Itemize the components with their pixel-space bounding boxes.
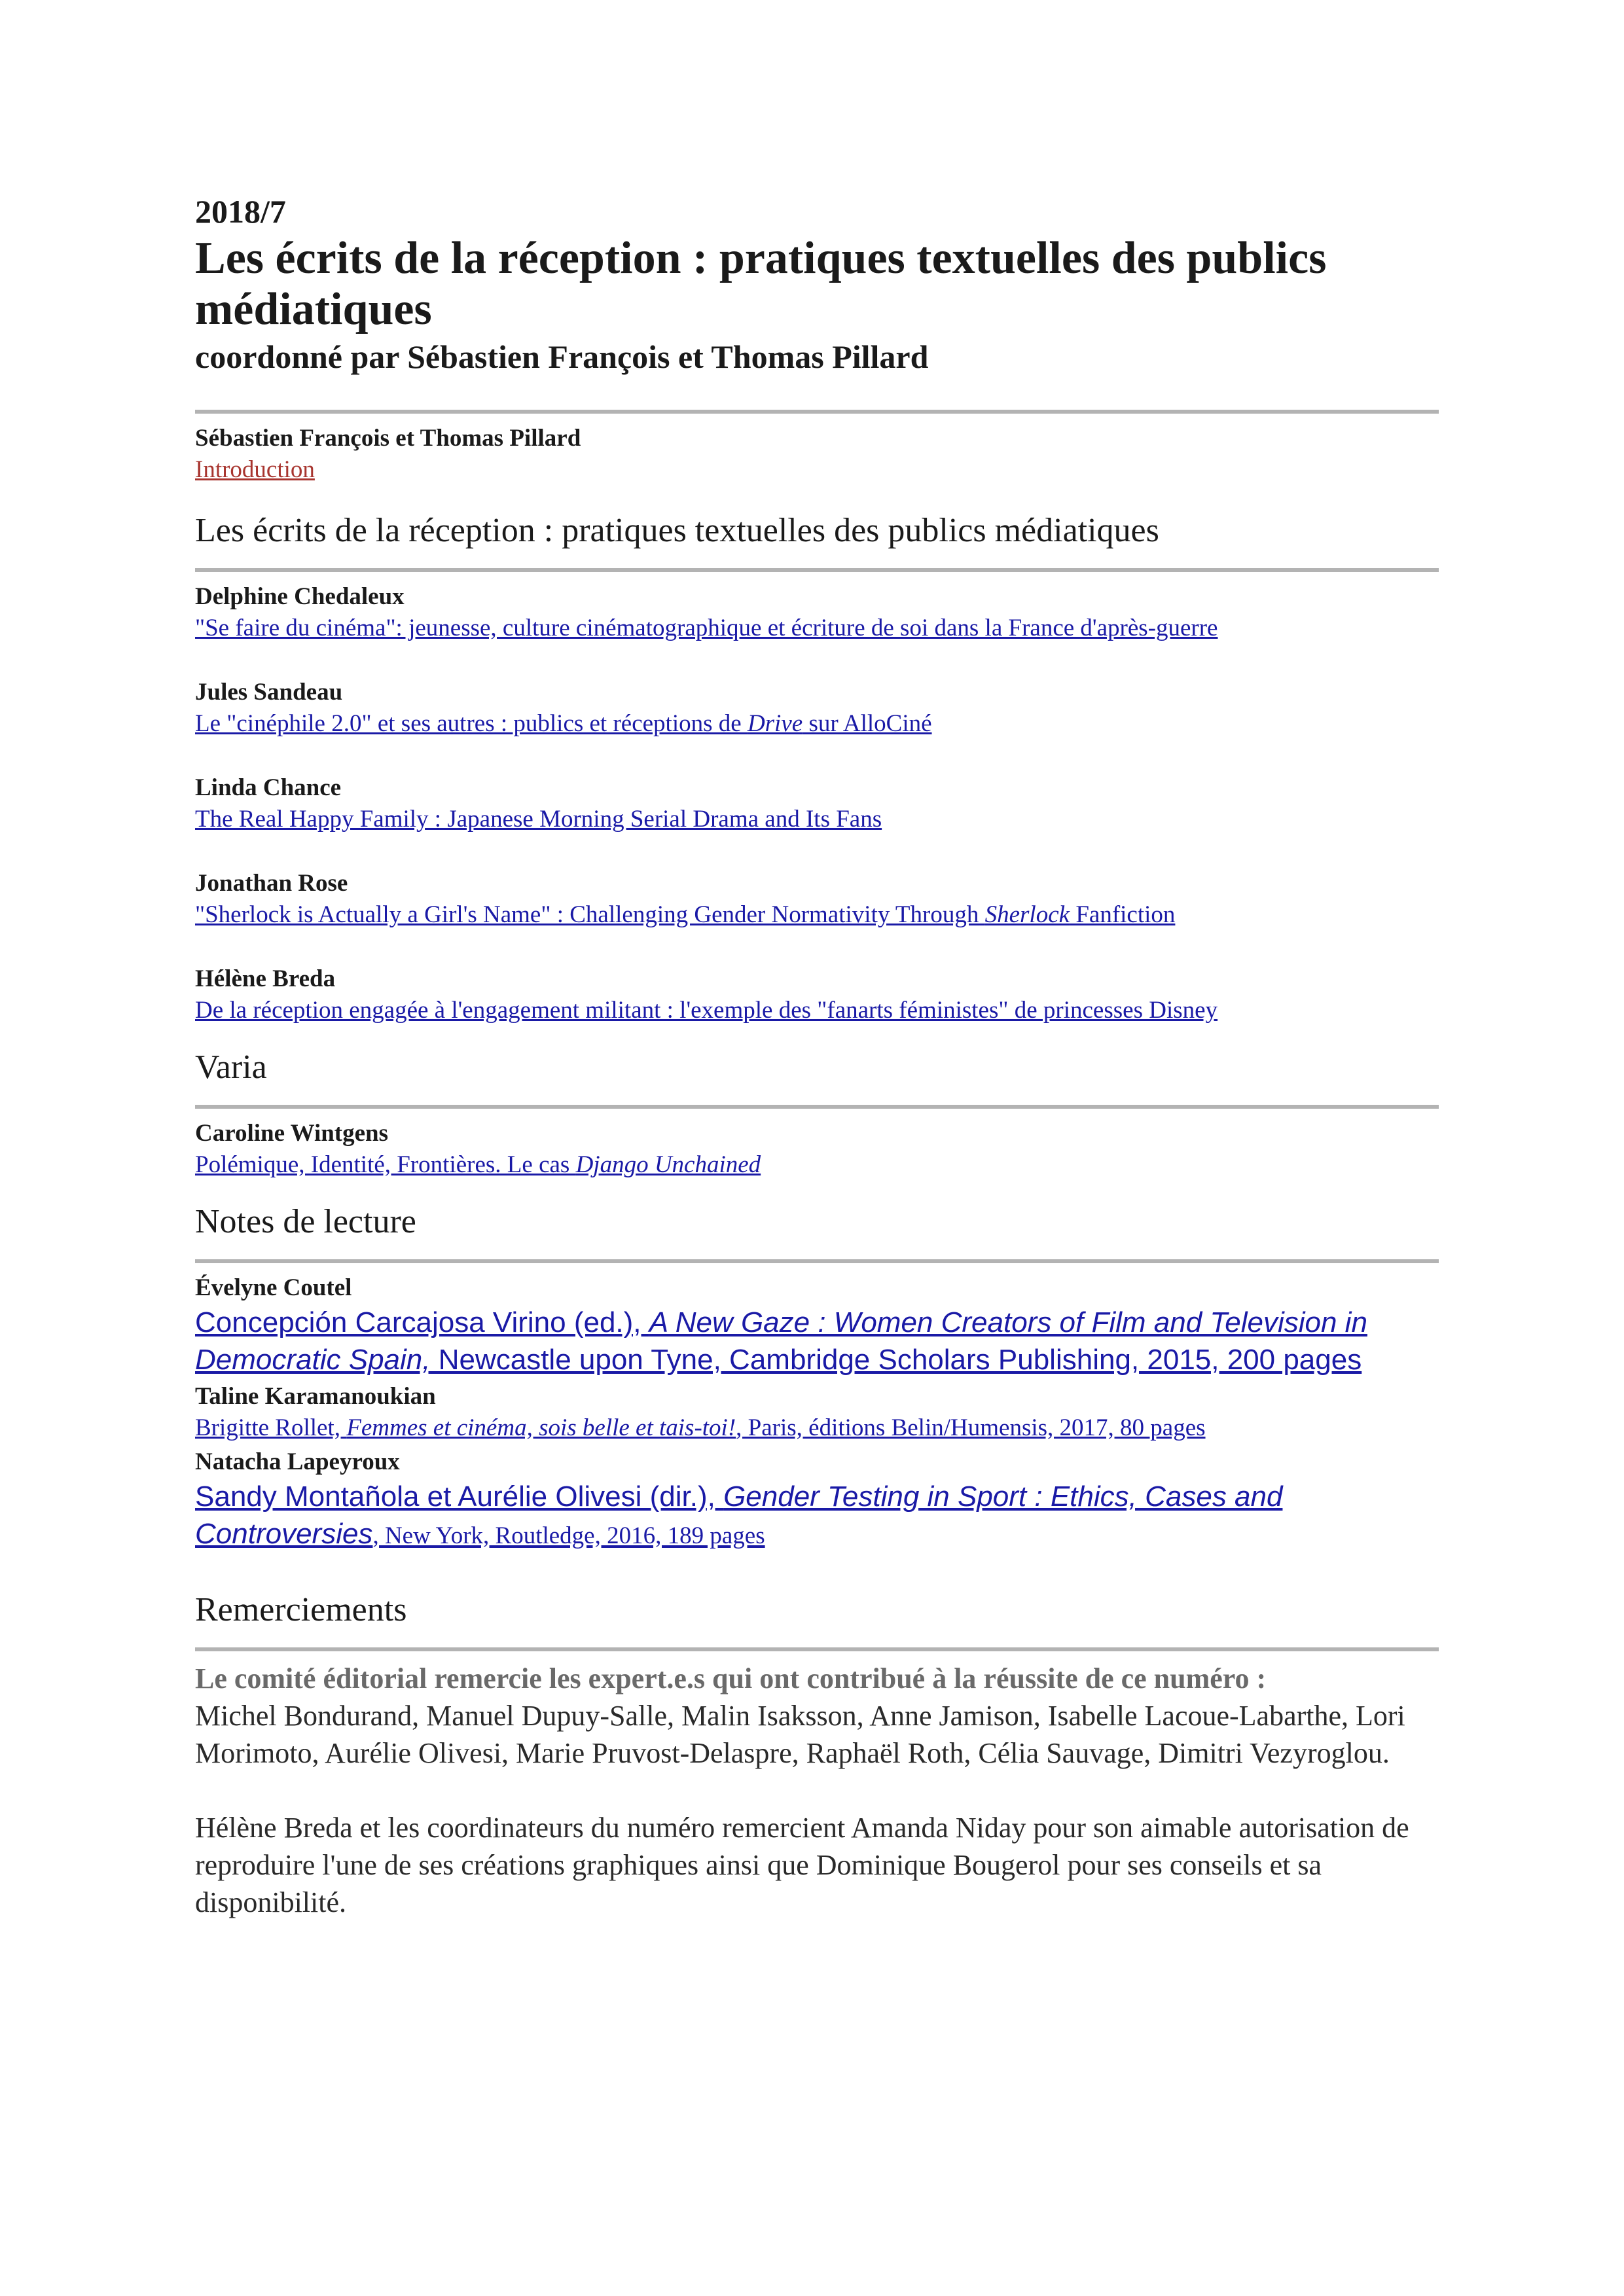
review-link[interactable]	[195, 1414, 1206, 1441]
review-italic: A New Gaze : Women Creators of Film and Television in Democratic Spain,	[195, 1306, 1367, 1376]
article-author: Hélène Breda	[195, 965, 336, 992]
divider	[195, 410, 1439, 414]
article-item	[195, 581, 1439, 644]
varia-heading: Varia	[195, 1049, 267, 1086]
article-author: Jonathan Rose	[195, 870, 348, 897]
article-item	[195, 772, 1439, 835]
thanks-heading: Remerciements	[195, 1591, 407, 1628]
article-item	[195, 1118, 1439, 1181]
review-part: , Paris, éditions Belin/Humensis, 2017, 80 pages	[736, 1414, 1206, 1441]
issue-number: 2018/7	[195, 193, 286, 230]
review-italic: Gender Testing in Sport : Ethics, Cases and Controversies	[195, 1480, 1283, 1550]
article-item	[195, 963, 1439, 1026]
review-part: Concepción Carcajosa Virino (ed.),	[195, 1306, 649, 1338]
article-title-part: Polémique, Identité, Frontières. Le cas	[195, 1151, 576, 1178]
thanks-lead: Le comité éditorial remercie les expert.e.s qui ont contribué à la réussite de ce numéro :	[195, 1662, 1267, 1695]
article-title-part: sur AlloCiné	[803, 710, 932, 737]
issue-page	[195, 190, 1439, 1921]
article-link[interactable]	[195, 1151, 761, 1178]
review-link[interactable]	[195, 1480, 1282, 1550]
review-item	[195, 1446, 1439, 1554]
article-title-italic: Django Unchained	[575, 1151, 761, 1178]
review-item	[195, 1272, 1439, 1378]
article-title-part: Fanfiction	[1070, 901, 1176, 928]
thanks-names: Michel Bondurand, Manuel Dupuy-Salle, Malin Isaksson, Anne Jamison, Isabelle Lacoue-Labarthe, Lori Morimoto, Aurélie Olivesi, Marie Pruvost-Delaspre, Raphaël Roth, Célia Sauvage, Dimitri Vezyroglou.	[195, 1700, 1405, 1769]
notes-heading: Notes de lecture	[195, 1203, 416, 1240]
divider	[195, 1647, 1439, 1651]
article-title-part: Le "cinéphile 2.0" et ses autres : publics et réceptions de	[195, 710, 748, 737]
review-author: Évelyne Coutel	[195, 1274, 352, 1301]
article-item	[195, 868, 1439, 931]
article-link[interactable]	[195, 710, 932, 737]
article-author: Caroline Wintgens	[195, 1120, 389, 1147]
review-part: Sandy Montañola et Aurélie Olivesi (dir.),	[195, 1480, 724, 1513]
divider	[195, 1105, 1439, 1109]
review-link[interactable]	[195, 1306, 1367, 1376]
article-author: Linda Chance	[195, 774, 342, 801]
dossier-heading: Les écrits de la réception : pratiques textuelles des publics médiatiques	[195, 512, 1159, 549]
review-author: Natacha Lapeyroux	[195, 1448, 400, 1475]
article-title-part: "Sherlock is Actually a Girl's Name" : Challenging Gender Normativity Through	[195, 901, 985, 928]
thanks-paragraph: Hélène Breda et les coordinateurs du numéro remercient Amanda Niday pour son aimable autorisation de reproduire l'une de ses créations graphiques ainsi que Dominique Bougerol pour ses conseils et sa disponibilité.	[195, 1812, 1409, 1918]
review-item	[195, 1381, 1439, 1444]
divider	[195, 1259, 1439, 1263]
introduction-link[interactable]: Introduction	[195, 456, 315, 483]
review-italic: Femmes et cinéma, sois belle et tais-toi!	[346, 1414, 736, 1441]
article-link[interactable]: The Real Happy Family : Japanese Morning Serial Drama and Its Fans	[195, 806, 882, 833]
article-link[interactable]: De la réception engagée à l'engagement militant : l'exemple des "fanarts féministes" de princesses Disney	[195, 997, 1218, 1024]
article-link[interactable]	[195, 901, 1175, 928]
divider	[195, 568, 1439, 572]
review-author: Taline Karamanoukian	[195, 1383, 436, 1410]
article-title-italic: Sherlock	[984, 901, 1070, 928]
issue-coordinators: coordonné par Sébastien François et Thomas Pillard	[195, 338, 929, 375]
article-author: Jules Sandeau	[195, 679, 343, 706]
review-part: , New York, Routledge, 2016, 189 pages	[372, 1522, 765, 1549]
issue-title: Les écrits de la réception : pratiques textuelles des publics médiatiques	[195, 233, 1327, 334]
intro-authors: Sébastien François et Thomas Pillard	[195, 425, 581, 452]
article-link[interactable]: "Se faire du cinéma": jeunesse, culture cinématographique et écriture de soi dans la France d'après-guerre	[195, 615, 1218, 641]
review-part: Newcastle upon Tyne, Cambridge Scholars Publishing, 2015, 200 pages	[430, 1344, 1362, 1376]
article-author: Delphine Chedaleux	[195, 583, 405, 610]
article-title-italic: Drive	[747, 710, 803, 737]
article-item	[195, 677, 1439, 740]
review-part: Brigitte Rollet,	[195, 1414, 347, 1441]
